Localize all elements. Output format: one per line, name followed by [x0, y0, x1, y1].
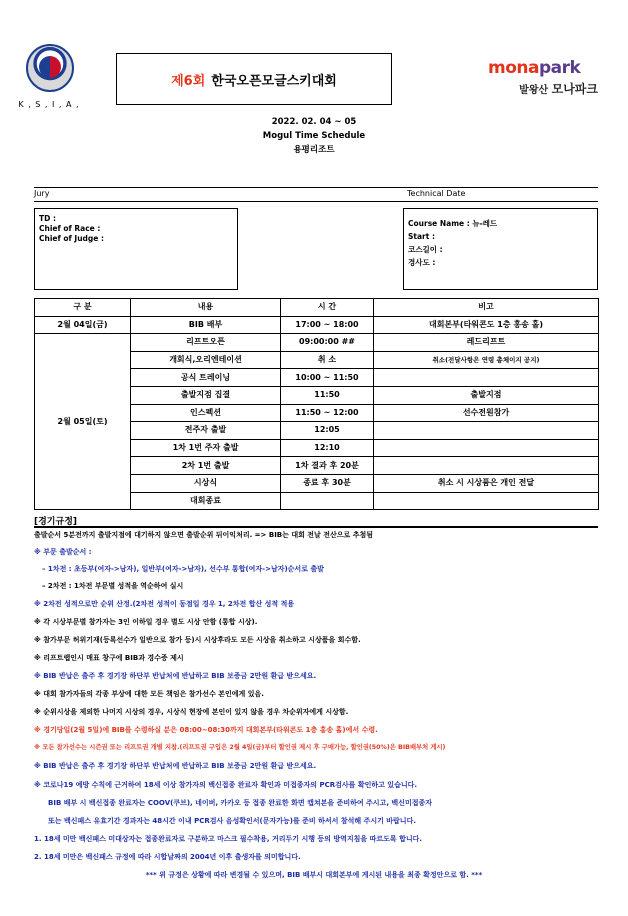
content-cell: 1차 1번 주자 출발 [131, 439, 281, 457]
header-content: 내용 [131, 299, 281, 317]
ksia-emblem-icon [26, 44, 74, 92]
rule-line: 출발순서 5분전까지 출발지점에 대기하지 않으면 출발순위 뒤이익처리. => BIB는 대회 전날 전산으로 추첨됨 [34, 531, 374, 539]
ksia-logo [14, 44, 84, 116]
content-cell: BIB 배부 [131, 316, 281, 334]
day-cell: 2월 05일(토) [35, 334, 131, 510]
content-cell: 2차 1번 출발 [131, 457, 281, 475]
schedule-table [34, 298, 599, 510]
content-cell: 리프트오픈 [131, 334, 281, 352]
course-length: 코스길이 : [408, 245, 443, 254]
event-date: 2022. 02. 04 ~ 05 [271, 117, 357, 127]
content-cell: 공식 트레이닝 [131, 369, 281, 387]
monapark-logo [488, 58, 598, 110]
rule-line: ※ 리프트랩인시 매표 창구에 BIB과 경수증 제시 [34, 654, 184, 662]
rule-line: ※ 경기당일(2월 5일)에 BIB를 수령하실 분은 08:00~08:30까지 대회본부(타워콘도 1층 홍송 홀)에서 수령. [34, 726, 378, 734]
rule-line: ※ 참가부문 허위기재(등록선수가 일반으로 참가 등)시 시상후라도 모든 시상을 취소하고 시상품을 회수함. [34, 636, 361, 644]
time-cell: 1차 결과 후 20분 [281, 457, 374, 475]
time-cell: 11:50 [281, 386, 374, 404]
content-cell: 출발지점 집결 [131, 386, 281, 404]
content-cell: 인스펙션 [131, 404, 281, 422]
course-start: Start : [408, 232, 435, 241]
jury-td: TD : [39, 214, 56, 223]
time-cell: 10:00 ~ 11:50 [281, 369, 374, 387]
event-venue: 용평리조트 [293, 145, 335, 155]
time-cell: 09:00:00 ## [281, 334, 374, 352]
day-cell: 2월 04일(금) [35, 316, 131, 334]
note-cell: 선수전원참가 [374, 404, 599, 422]
divider-sub [34, 201, 598, 202]
rule-line: ※ 순위시상을 제외한 나머지 시상의 경우, 시상식 현장에 본인이 있지 않을 경우 차순위자에게 시상함. [34, 708, 349, 716]
rule-line: ※ BIB 반납은 출주 후 경기장 하단부 반납처에 반납하고 BIB 보증금 2만원 환급 받으세요. [34, 672, 317, 680]
content-cell: 전주자 출발 [131, 422, 281, 440]
note-cell [374, 492, 599, 510]
divider-top [34, 187, 598, 188]
monapark-sub: 발왕산 모나파크 [519, 82, 598, 96]
title-box [116, 53, 392, 105]
header-category: 구 분 [35, 299, 131, 317]
rule-line: 또는 백신패스 유효기간 경과자는 48시간 이내 PCR검사 음성확인서(문자가능)를 준비 하셔서 참석해 주시기 바랍니다. [48, 817, 416, 825]
rule-line: ※ 대회 참가자들의 각종 부상에 대한 모든 책임은 참가선수 본인에게 있음. [34, 690, 264, 698]
time-cell: 종료 후 30분 [281, 474, 374, 492]
rule-line: – 1차전 : 초등부(여자->남자), 일반부(여자->남자), 선수부 통합(여자->남자)순서로 출발 [42, 565, 324, 573]
note-cell: 출발지점 [374, 386, 599, 404]
rule-line: ※ 2차전 성적으로만 순위 산정.(2차전 성적이 동점일 경우 1, 2차전 합산 성적 적용 [34, 600, 295, 608]
rule-footnote: *** 위 규정은 상황에 따라 변경될 수 있으며, BIB 배부시 대회본부에 게시된 내용을 최종 확정안으로 함. *** [145, 871, 483, 879]
time-cell: 17:00 ~ 18:00 [281, 316, 374, 334]
note-cell: 대회본부(타워콘도 1층 홍송 홀) [374, 316, 599, 334]
rule-line: ※ 모든 참가선수는 시즌권 또는 리프트권 개별 지참.(리프트권 구입은 2월 4일(금)부터 할인권 제시 후 구매가능, 할인권(50%)은 BIB배부처 게시) [34, 744, 446, 751]
note-cell: 취소(전달사항은 연령 총체이지 공지) [374, 351, 599, 369]
rule-line: ※ 각 시상부문별 참가자는 3인 이하일 경우 별도 시상 안함 (통합 시상). [34, 618, 258, 626]
monapark-brand: monapark [488, 58, 581, 78]
note-cell [374, 369, 599, 387]
event-name: Mogul Time Schedule [262, 131, 366, 141]
rule-line: ※ 코로나19 예방 수칙에 근거하여 18세 이상 참가자의 백신접종 완료자 확인과 미접종자의 PCR검사를 확인하고 있습니다. [34, 781, 418, 789]
header-note: 비고 [374, 299, 599, 317]
course-name: Course Name : 뉴-레드 [408, 219, 498, 228]
time-cell: 11:50 ~ 12:00 [281, 404, 374, 422]
table-row [35, 334, 599, 352]
content-cell: 시상식 [131, 474, 281, 492]
table-header-row [35, 299, 599, 317]
rule-line: 1. 18세 미만 백신패스 미대상자는 접종완료자로 구분하고 마스크 필수착용, 거리두기 시행 등의 방역지침을 따르도록 합니다. [34, 835, 423, 843]
rule-line: ※ 부문 출발순서 : [34, 548, 92, 556]
technical-label: Technical Date [407, 189, 466, 198]
rule-line: 2. 18세 미만은 백신패스 규정에 따라 시합날짜의 2004년 이후 출생자를 의미합니다. [34, 853, 301, 861]
time-cell: 12:10 [281, 439, 374, 457]
content-cell: 대회종료 [131, 492, 281, 510]
title-main: 한국오픈모글스키대회 [211, 73, 337, 89]
jury-chief-race: Chief of Race : [39, 224, 101, 233]
time-cell: 취 소 [281, 351, 374, 369]
course-slope: 경사도 : [408, 258, 436, 267]
note-cell: 레드리프트 [374, 334, 599, 352]
table-row [35, 316, 599, 334]
jury-label: Jury [34, 189, 50, 198]
note-cell: 취소 시 시상품은 개인 전달 [374, 474, 599, 492]
header-time: 시 간 [281, 299, 374, 317]
rules-title: [경기규정] [34, 517, 78, 527]
title-edition: 제6회 [171, 73, 206, 89]
ksia-logo-text: K , S , I , A , [18, 100, 80, 109]
rule-line: BIB 배부 시 백신접종 완료자는 COOV(쿠브), 네이버, 카카오 등 접종 완료한 화면 캡쳐본을 준비하여 주시고, 백신미접종자 [48, 799, 433, 807]
rules-divider [34, 526, 598, 528]
rule-line: – 2차전 : 1차전 부문별 성적을 역순하여 실시 [42, 582, 184, 590]
note-cell [374, 439, 599, 457]
time-cell [281, 492, 374, 510]
rule-line: ※ BIB 반납은 출주 후 경기장 하단부 반납처에 반납하고 BIB 보증금 2만원 환급 받으세요. [34, 762, 317, 770]
jury-chief-judge: Chief of Judge : [39, 234, 104, 243]
jury-box [34, 208, 238, 290]
time-cell: 12:05 [281, 422, 374, 440]
event-meta [0, 115, 628, 157]
content-cell: 개회식,오리엔테이션 [131, 351, 281, 369]
note-cell [374, 422, 599, 440]
technical-box [403, 208, 598, 290]
note-cell [374, 457, 599, 475]
